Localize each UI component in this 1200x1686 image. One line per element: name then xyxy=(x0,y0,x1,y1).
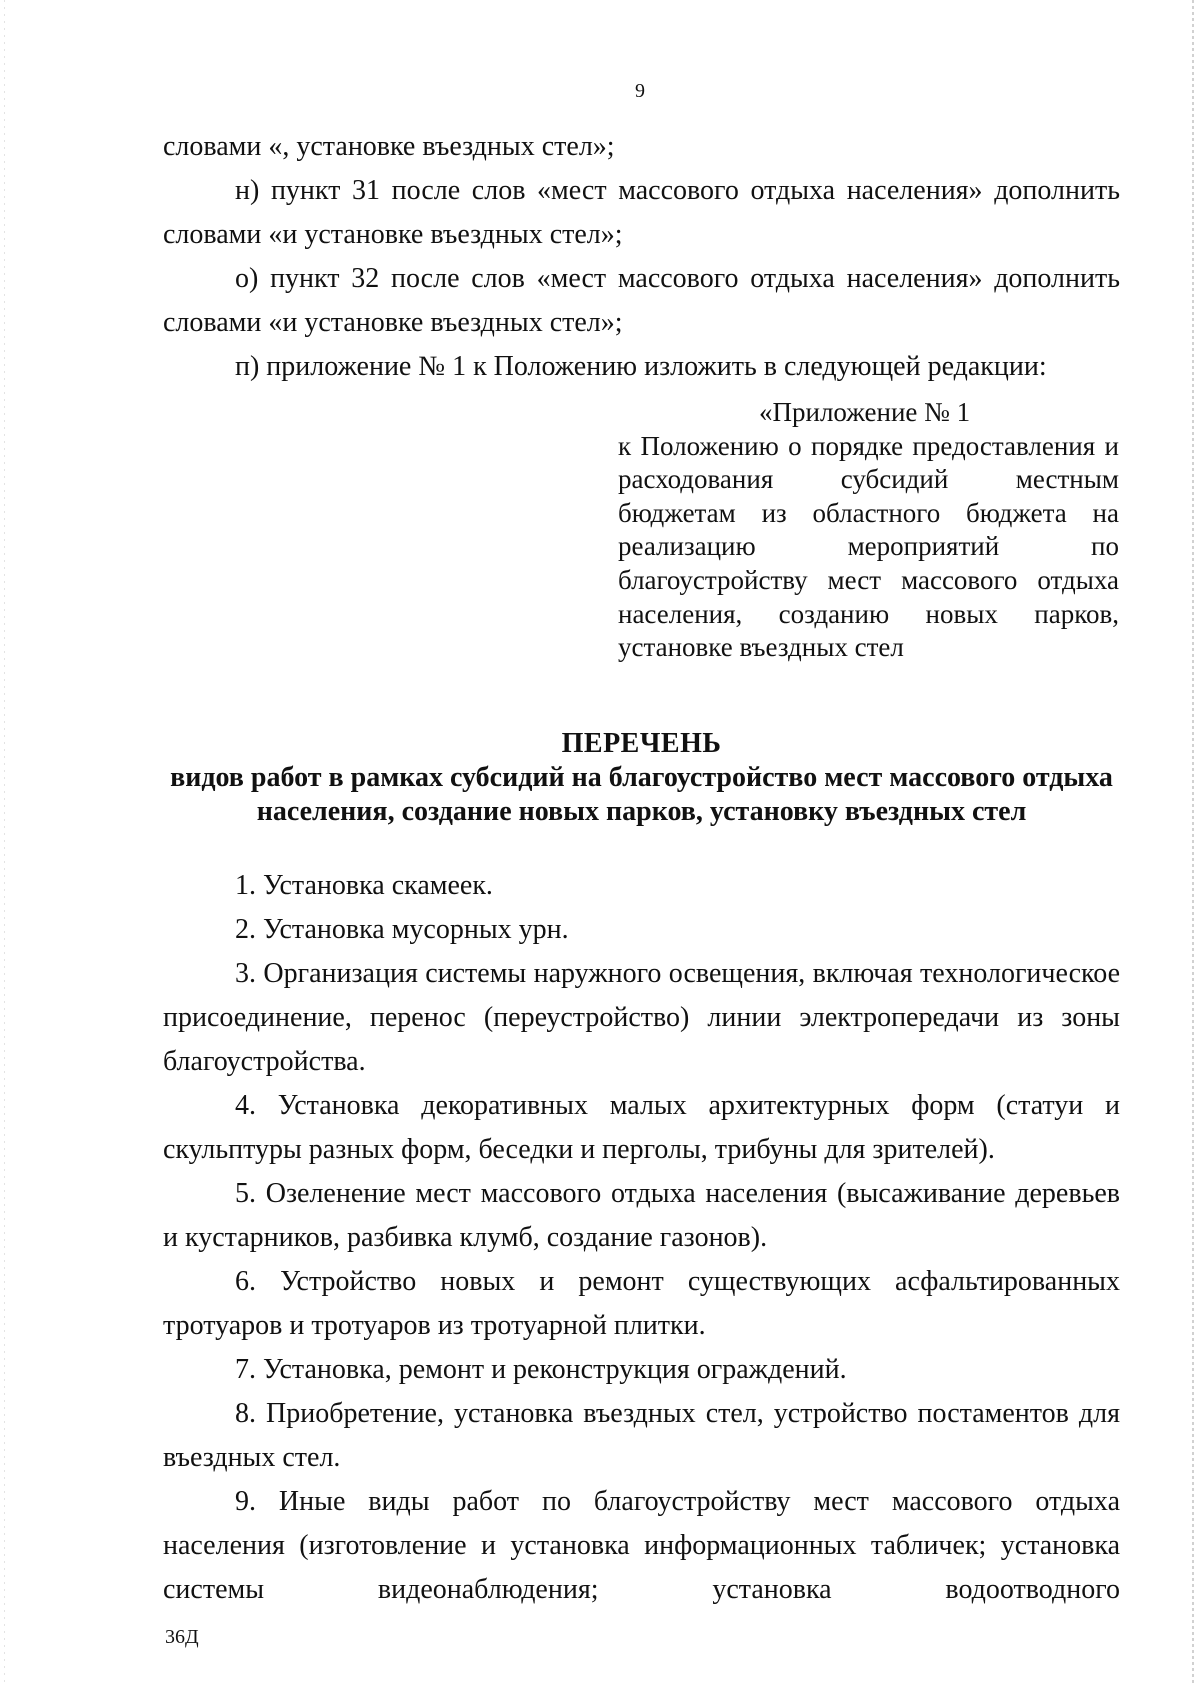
list-heading xyxy=(163,727,1120,829)
scan-edge-right xyxy=(1192,0,1194,1686)
heading-title: ПЕРЕЧЕНЬ xyxy=(561,728,722,759)
list-item: 7. Установка, ремонт и реконструкция ограждений. xyxy=(235,1354,847,1385)
annex-text: к Положению о порядке предоставления и расходования субсидий местным бюджетам из областного бюджета на реализацию мероприятий по благоустройству мест массового отдыха населения, созданию новых парков, установке въездных стел xyxy=(618,430,1119,663)
scan-edge-left xyxy=(4,0,5,1686)
annex-block xyxy=(618,396,1119,665)
works-list xyxy=(163,864,1120,1612)
list-item: 6. Устройство новых и ремонт существующих асфальтированных тротуаров и тротуаров из тротуарной плитки. xyxy=(163,1266,1120,1341)
paragraph-p: п) приложение № 1 к Положению изложить в следующей редакции: xyxy=(235,351,1047,382)
list-item: 9. Иные виды работ по благоустройству мест массового отдыха населения (изготовление и установка информационных табличек; установка системы видеонаблюдения; установка водоотводного xyxy=(163,1486,1120,1605)
page-number: 9 xyxy=(635,80,645,102)
amendment-paragraphs xyxy=(163,125,1120,389)
paragraph-continuation: словами «, установке въездных стел»; xyxy=(163,131,615,162)
list-item: 5. Озеленение мест массового отдыха населения (высаживание деревьев и кустарников, разбивка клумб, создание газонов). xyxy=(163,1178,1120,1253)
list-item: 2. Установка мусорных урн. xyxy=(235,914,569,945)
paragraph-n: н) пункт 31 после слов «мест массового отдыха населения» дополнить словами «и установке въездных стел»; xyxy=(163,175,1120,250)
list-item: 8. Приобретение, установка въездных стел, устройство постаментов для въездных стел. xyxy=(163,1398,1120,1473)
paragraph-o: о) пункт 32 после слов «мест массового отдыха населения» дополнить словами «и установке въездных стел»; xyxy=(163,263,1120,338)
list-item: 1. Установка скамеек. xyxy=(235,870,493,901)
list-item: 4. Установка декоративных малых архитектурных форм (статуи и скульптуры разных форм, беседки и перголы, трибуны для зрителей). xyxy=(163,1090,1120,1165)
list-item: 3. Организация системы наружного освещения, включая технологическое присоединение, перенос (переустройство) линии электропередачи из зоны благоустройства. xyxy=(163,958,1120,1077)
document-code: 36Д xyxy=(165,1626,199,1648)
annex-title: «Приложение № 1 xyxy=(759,397,971,427)
heading-subtitle: видов работ в рамках субсидий на благоустройство мест массового отдыха населения, создание новых парков, установку въездных стел xyxy=(170,762,1113,827)
